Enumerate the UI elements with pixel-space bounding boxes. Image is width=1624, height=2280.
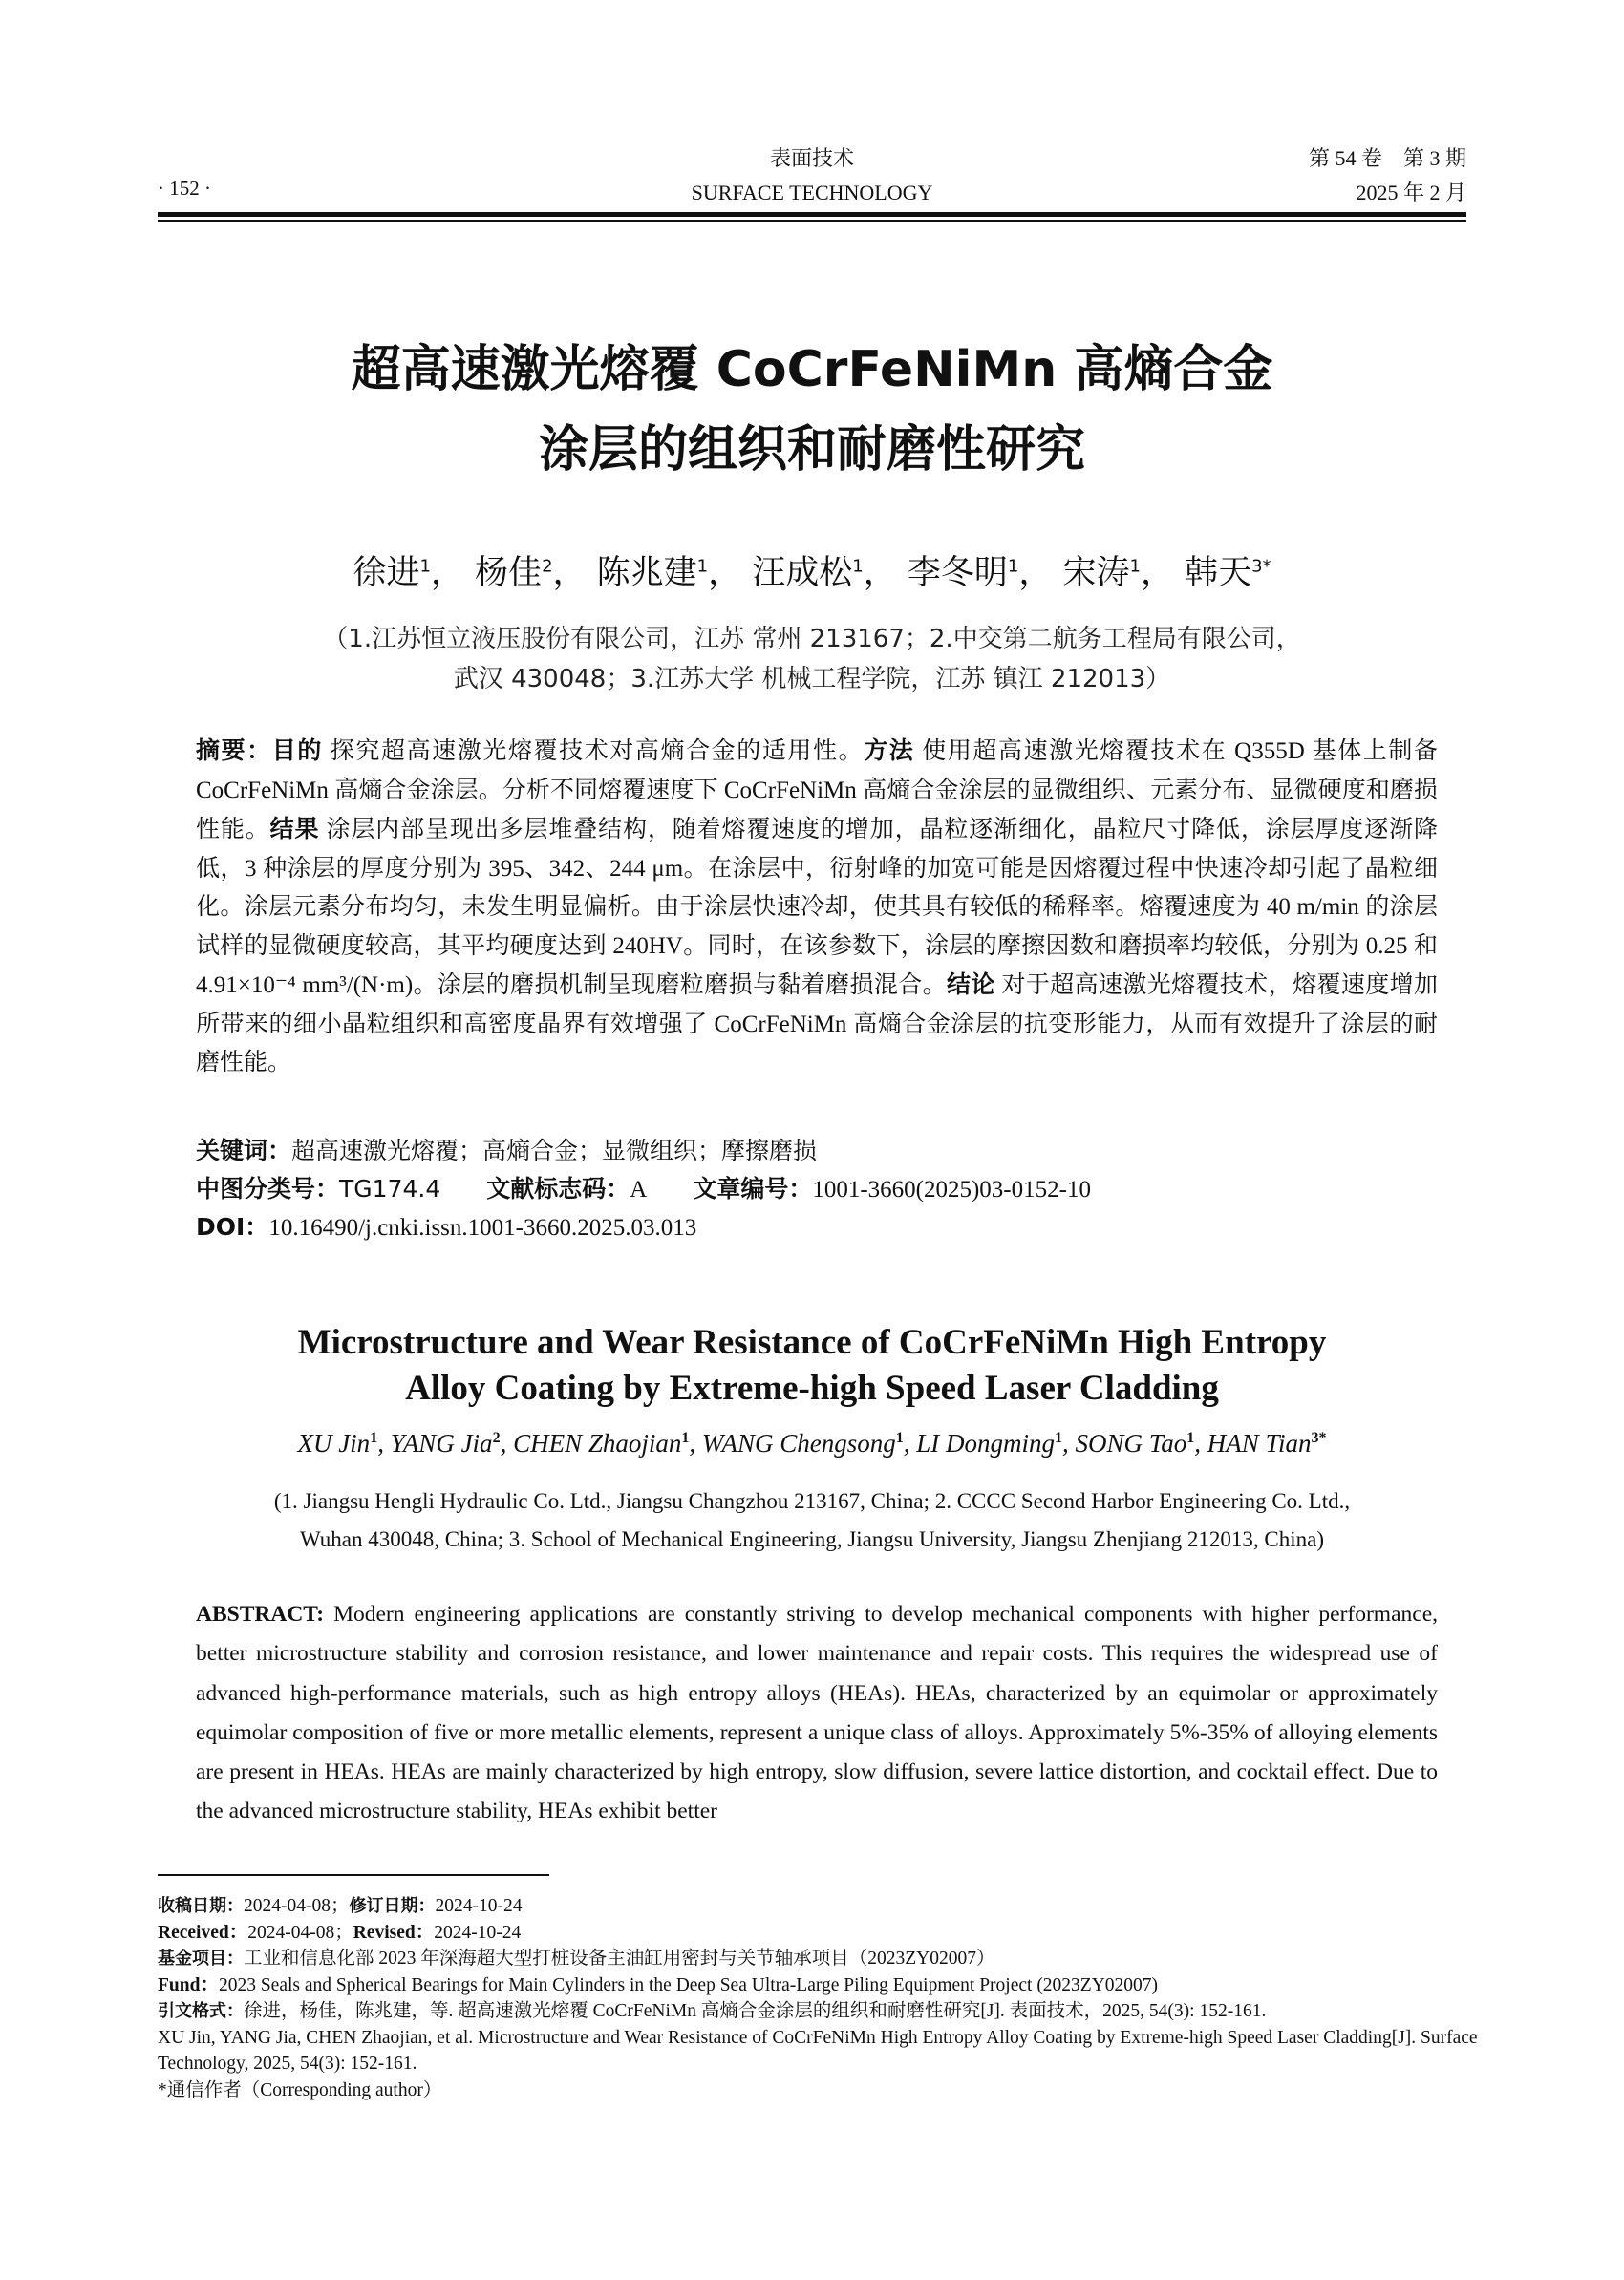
author-affil-mark: 1 xyxy=(1054,1430,1062,1446)
author-en: LI Dongming xyxy=(916,1429,1055,1458)
doi-line xyxy=(196,1208,1438,1247)
affiliation-en-line2: Wuhan 430048, China; 3. School of Mechanical Engineering, Jiangsu University, Jiangsu Zhenjiang 212013, China) xyxy=(299,1527,1324,1551)
abstract-cn-label: 摘要： xyxy=(196,736,272,764)
doc-code-value: A xyxy=(630,1177,648,1203)
method-label: 方法 xyxy=(864,736,915,764)
citation-en: XU Jin, YANG Jia, CHEN Zhaojian, et al. Microstructure and Wear Resistance of CoCrFeNiMn High Entropy Alloy Coating by Extreme-high Speed Laser Cladding[J]. Surface Technology, 2025, 54(3): 152-161. xyxy=(158,2027,1478,2074)
doc-code-label: 文献标志码： xyxy=(486,1175,630,1203)
abstract-cn xyxy=(196,732,1438,1083)
author-affil-mark: 1 xyxy=(852,556,864,577)
author-cn: 徐进 xyxy=(353,554,420,592)
author-affil-mark: 1 xyxy=(1186,1430,1195,1446)
classification-line xyxy=(196,1170,1438,1209)
title-cn-line1: 超高速激光熔覆 CoCrFeNiMn 高熵合金 xyxy=(351,341,1273,398)
abstract-en-label: ABSTRACT: xyxy=(196,1602,325,1627)
abstract-en xyxy=(196,1595,1438,1832)
author-cn: 宋涛 xyxy=(1062,554,1130,592)
revised-cn-value: 2024-10-24 xyxy=(435,1896,523,1916)
method-text: 使用超高速激光熔覆技术在 Q355D 基体上制备 CoCrFeNiMn 高熵合金涂层。分析不同熔覆速度下 CoCrFeNiMn 高熵合金涂层的显微组织、元素分布、显微硬度和磨损性能。 xyxy=(196,738,1438,842)
author-affil-mark: 1 xyxy=(419,556,431,577)
author-affil-mark: 2 xyxy=(492,1430,501,1446)
results-label: 结果 xyxy=(269,815,320,842)
fund-cn-line xyxy=(158,1946,1485,1972)
title-cn-line2: 涂层的组织和耐磨性研究 xyxy=(538,421,1085,479)
issue-info xyxy=(1309,141,1466,210)
received-cn-value: 2024-04-08； xyxy=(244,1896,350,1916)
corresponding-author-note: *通信作者（Corresponding author） xyxy=(158,2079,442,2100)
author-affil-mark: 1 xyxy=(370,1430,378,1446)
authors-cn: 徐进$^1$， 杨佳$^2$， 陈兆建$^1$， 汪成松$^1$， 李冬明$^1$， 宋涛$^1$， 韩天$^{3*}$ xyxy=(353,554,1271,592)
fund-cn-value: 工业和信息化部 2023 年深海超大型打桩设备主油缸用密封与关节轴承项目（2023ZY02007） xyxy=(244,1949,995,1969)
title-en xyxy=(0,1320,1624,1412)
author-affil-mark: 1 xyxy=(681,1430,690,1446)
author-en: CHEN Zhaojian xyxy=(513,1429,682,1458)
clc-value: TG174.4 xyxy=(339,1175,441,1203)
author-cn: 汪成松 xyxy=(752,554,853,592)
author-en: WANG Chengsong xyxy=(701,1429,896,1458)
citation-label: 引文格式： xyxy=(158,2001,244,2021)
author-affil-mark: 1 xyxy=(1129,556,1141,577)
author-affil-mark: 3* xyxy=(1251,556,1271,577)
author-en: YANG Jia xyxy=(390,1429,493,1458)
abstract-en-text: Modern engineering applications are constantly striving to develop mechanical components with higher performance, better microstructure stability and corrosion resistance, and lower maintenance and repair costs. This requires the widespread use of advanced high-performance materials, such as high entropy alloys (HEAs). HEAs, characterized by an equimolar or approximately equimolar composition of five or more metallic elements, represent a unique class of alloys. Approximately 5%-35% of alloying elements are present in HEAs. HEAs are mainly characterized by high entropy, slow diffusion, severe lattice distortion, and cocktail effect. Due to the advanced microstructure stability, HEAs exhibit better xyxy=(196,1602,1438,1824)
purpose-text: 探究超高速激光熔覆技术对高熵合金的适用性。 xyxy=(322,738,865,764)
affiliation-cn-line2: 武汉 430048；3.江苏大学 机械工程学院，江苏 镇江 212013） xyxy=(453,665,1171,693)
keywords-value: 超高速激光熔覆；高熵合金；显微组织；摩擦磨损 xyxy=(291,1139,818,1164)
purpose-label: 目的 xyxy=(271,736,323,764)
revised-cn-label: 修订日期： xyxy=(349,1896,436,1916)
author-affil-mark: 1 xyxy=(696,556,709,577)
received-en-line xyxy=(158,1920,1485,1947)
author-affil-mark: 2 xyxy=(542,556,553,577)
fund-en-value: 2023 Seals and Spherical Bearings for Main Cylinders in the Deep Sea Ultra-Large Piling Equipment Project (2023ZY02007) xyxy=(218,1974,1159,1995)
page-number: · 152 · xyxy=(158,177,211,200)
footnotes xyxy=(158,1893,1485,2103)
author-cn: 杨佳 xyxy=(475,554,543,592)
received-cn-line xyxy=(158,1893,1485,1920)
citation-cn: 徐进，杨佳，陈兆建，等. 超高速激光熔覆 CoCrFeNiMn 高熵合金涂层的组织和耐磨性研究[J]. 表面技术，2025, 54(3): 152-161. xyxy=(244,2001,1267,2021)
fund-en-label: Fund： xyxy=(158,1974,219,1995)
fund-en-line xyxy=(158,1972,1485,1999)
results-text: 涂层内部呈现出多层堆叠结构，随着熔覆速度的增加，晶粒逐渐细化，晶粒尺寸降低，涂层厚度逐渐降低，3 种涂层的厚度分别为 395、342、244 μm。在涂层中，衍射峰的加宽可能是因熔覆过程中快速冷却引起了晶粒细化。涂层元素分布均匀，未发生明显偏析。由于涂层快速冷却，使其具有较低的稀释率。熔覆速度为 40 m/min 的涂层试样的显微硬度较高，其平均硬度达到 240HV。同时，在该参数下，涂层的摩擦因数和磨损率均较低，分别为 0.25 和 4.91×10⁻⁴ mm³/(N·m)。涂层的磨损机制呈现磨粒磨损与黏着磨损混合。 xyxy=(196,817,1438,998)
conclusion-text: 对于超高速激光熔覆技术，熔覆速度增加所带来的细小晶粒组织和高密度晶界有效增强了 CoCrFeNiMn 高熵合金涂层的抗变形能力，从而有效提升了涂层的耐磨性能。 xyxy=(196,972,1438,1076)
keywords-cn xyxy=(196,1132,1438,1171)
received-en-value: 2024-04-08； xyxy=(247,1922,353,1943)
received-cn-label: 收稿日期： xyxy=(158,1896,244,1916)
title-cn xyxy=(0,330,1624,490)
article-no-value: 1001-3660(2025)03-0152-10 xyxy=(812,1177,1091,1203)
author-cn: 李冬明 xyxy=(907,554,1008,592)
revised-en-label: Revised： xyxy=(353,1922,435,1943)
authors-en: XU Jin$^1$, YANG Jia$^2$, CHEN Zhaojian$^1$, WANG Chengsong$^1$, LI Dongming$^1$, SONG Tao$^1$, HAN Tian$^{3*}$ xyxy=(297,1429,1327,1458)
keywords-label: 关键词： xyxy=(196,1137,292,1164)
doi-label: DOI： xyxy=(196,1213,269,1241)
clc-label: 中图分类号： xyxy=(196,1175,340,1203)
received-en-label: Received： xyxy=(158,1922,248,1943)
footnote-rule xyxy=(158,1874,549,1876)
volume-issue: 第 54 卷 第 3 期 xyxy=(1308,146,1466,170)
journal-name-cn: 表面技术 xyxy=(769,146,854,170)
affiliation-en-line1: (1. Jiangsu Hengli Hydraulic Co. Ltd., Jiangsu Changzhou 213167, China; 2. CCCC Second Harbor Engineering Co. Ltd., xyxy=(273,1489,1351,1513)
fund-cn-label: 基金项目： xyxy=(158,1949,244,1969)
header-rule-thick xyxy=(158,212,1466,217)
author-cn: 陈兆建 xyxy=(596,554,697,592)
title-en-line1: Microstructure and Wear Resistance of CoCrFeNiMn High Entropy xyxy=(297,1323,1327,1362)
affiliation-cn xyxy=(0,619,1624,699)
citation-cn-line xyxy=(158,1998,1485,2025)
issue-date: 2025 年 2 月 xyxy=(1356,181,1466,204)
journal-name-en: SURFACE TECHNOLOGY xyxy=(691,181,933,204)
doi-value[interactable]: 10.16490/j.cnki.issn.1001-3660.2025.03.013 xyxy=(268,1215,697,1241)
author-en: XU Jin xyxy=(297,1429,371,1458)
author-cn: 韩天 xyxy=(1185,554,1252,592)
revised-en-value: 2024-10-24 xyxy=(434,1922,522,1943)
author-affil-mark: 3* xyxy=(1311,1430,1327,1446)
author-affil-mark: 1 xyxy=(895,1430,904,1446)
author-en: HAN Tian xyxy=(1207,1429,1312,1458)
author-affil-mark: 1 xyxy=(1007,556,1019,577)
conclusion-label: 结论 xyxy=(947,970,995,998)
author-en: SONG Tao xyxy=(1075,1429,1187,1458)
article-no-label: 文章编号： xyxy=(693,1175,813,1203)
title-en-line2: Alloy Coating by Extreme-high Speed Laser Cladding xyxy=(405,1369,1219,1408)
header-rule-thin xyxy=(158,220,1466,222)
affiliation-en xyxy=(0,1482,1624,1559)
affiliation-cn-line1: （1.江苏恒立液压股份有限公司，江苏 常州 213167；2.中交第二航务工程局有限公司， xyxy=(323,625,1301,653)
